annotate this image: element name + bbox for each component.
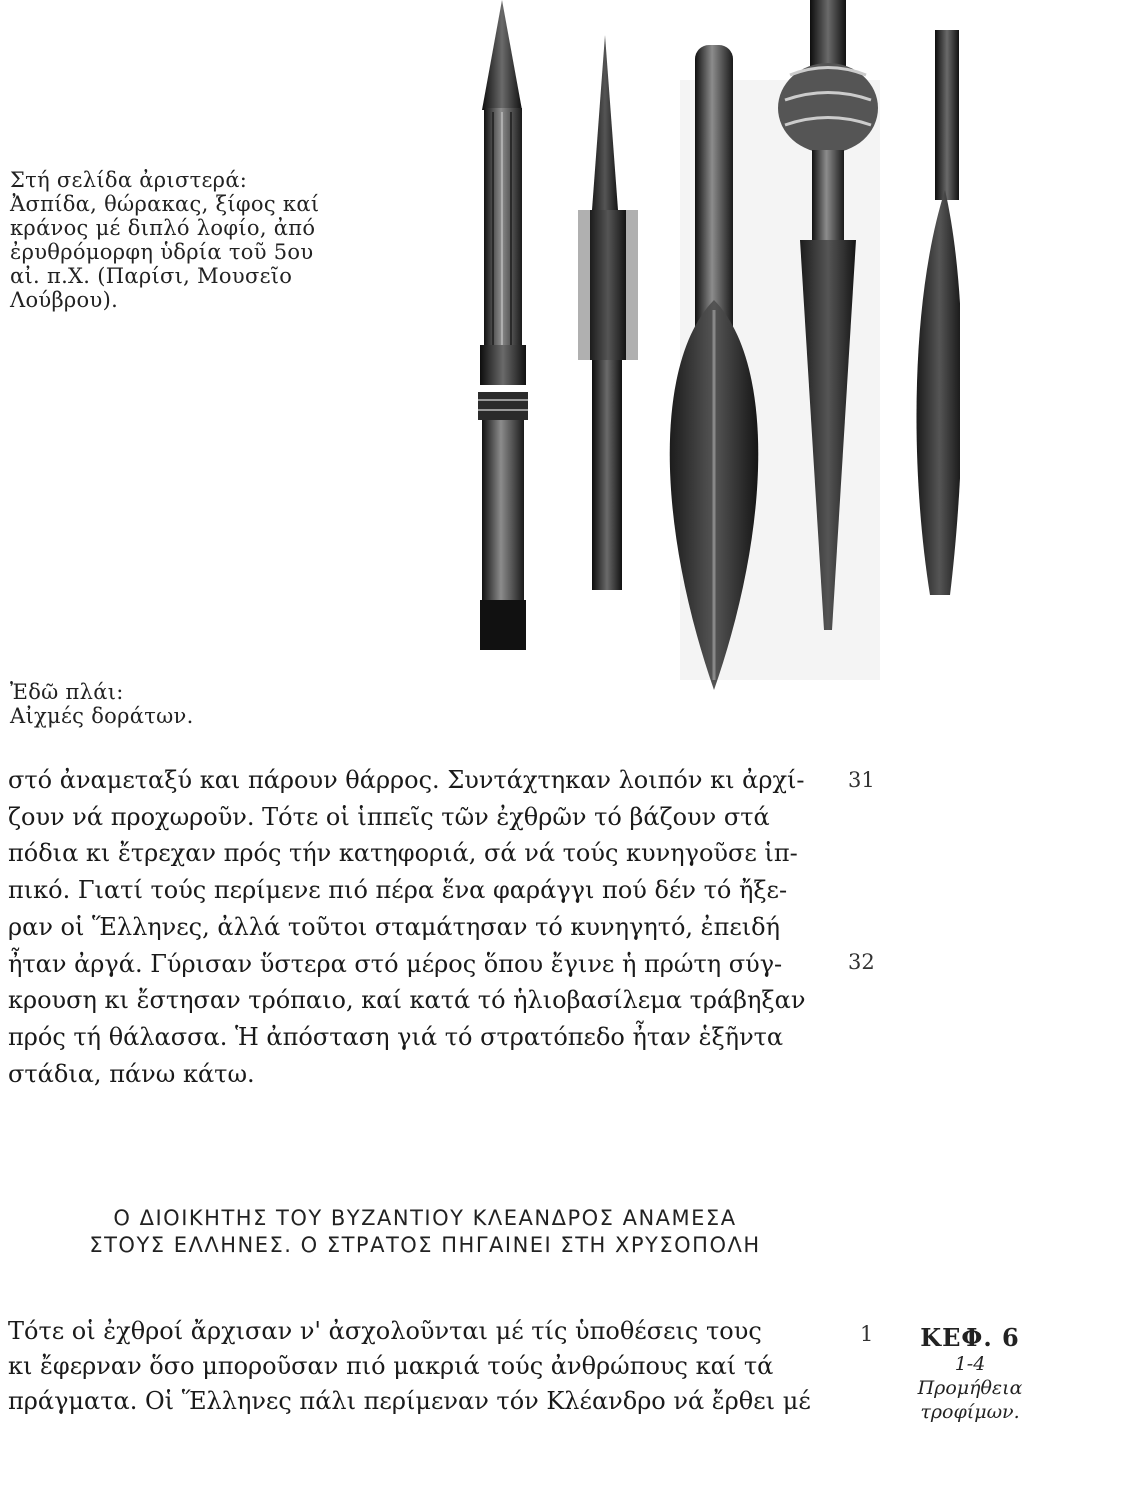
chapter-subtitle: τροφίμων. (920, 1401, 1020, 1423)
body-line: πικό. Γιατί τούς περίμενε πιό πέρα ἕνα φαράγγι πού δέν τό ἤξε- (8, 876, 788, 905)
body-line: ραν οἱ Ἕλληνες, ἀλλά τοῦτοι σταμάτησαν τό κυνηγητό, ἐπειδή (8, 912, 781, 941)
section-heading (25, 1205, 825, 1259)
body-paragraph-2 (8, 1314, 838, 1419)
body-paragraph (8, 762, 838, 1092)
caption-left-line: κράνος μέ διπλό λοφίο, ἀπό (10, 216, 316, 240)
body-line: στό ἀναμεταξύ και πάρουν θάρρος. Συντάχτηκαν λοιπόν κι ἀρχί- (8, 766, 805, 794)
caption-bottom-line: Ἐδῶ πλάι: (10, 680, 124, 704)
section-heading-line: Ο ΔΙΟΙΚΗΤΗΣ ΤΟΥ ΒΥΖΑΝΤΙΟΥ ΚΛΕΑΝΔΡΟΣ ΑΝΑΜΕΣΑ (113, 1206, 737, 1230)
section-heading-line: ΣΤΟΥΣ ΕΛΛΗΝΕΣ. Ο ΣΤΡΑΤΟΣ ΠΗΓΑΙΝΕΙ ΣΤΗ ΧΡΥΣΟΠΟΛΗ (89, 1233, 761, 1257)
body-line: κρουση κι ἔστησαν τρόπαιο, καί κατά τό ἡλιοβασίλεμα τράβηξαν (8, 986, 806, 1015)
chapter-title: ΚΕΦ. 6 (920, 1323, 1020, 1352)
spearhead-2 (578, 35, 638, 590)
body-line: πόδια κι ἔτρεχαν πρός τήν κατηφοριά, σά νά τούς κυνηγοῦσε ἱπ- (8, 839, 798, 868)
caption-bottom (10, 680, 330, 728)
caption-left-line: Ἀσπίδα, θώρακας, ξίφος καί (10, 192, 320, 216)
spearheads-photo (440, 0, 960, 695)
caption-left-line: Στή σελίδα ἀριστερά: (10, 168, 248, 192)
margin-number: 31 (848, 768, 875, 792)
chapter-note (880, 1323, 1060, 1424)
body2-line: Τότε οἱ ἐχθροί ἄρχισαν ν' ἀσχολοῦνται μέ τίς ὑποθέσεις τους (8, 1317, 762, 1345)
body-line: στάδια, πάνω κάτω. (8, 1059, 255, 1088)
body2-line: πράγματα. Οἱ Ἕλληνες πάλι περίμεναν τόν Κλέανδρο νά ἔρθει μέ (8, 1387, 811, 1415)
margin-number: 1 (860, 1322, 874, 1346)
caption-left-line: Λούβρου). (10, 288, 119, 312)
caption-left (10, 168, 370, 312)
margin-number: 32 (848, 950, 875, 974)
spearhead-1 (478, 0, 528, 650)
chapter-range: 1-4 (954, 1353, 986, 1375)
caption-left-line: ἐρυθρόμορφη ὑδρία τοῦ 5ου (10, 240, 314, 264)
caption-bottom-line: Αἰχμές δοράτων. (10, 704, 194, 728)
body-line: ἦταν ἀργά. Γύρισαν ὕστερα στό μέρος ὅπου ἔγινε ἡ πρώτη σύγ- (8, 949, 783, 978)
body-line: ζουν νά προχωροῦν. Τότε οἱ ἱππεῖς τῶν ἐχθρῶν τό βάζουν στά (8, 802, 770, 831)
body-line: πρός τή θάλασσα. Ἡ ἀπόσταση γιά τό στρατόπεδο ἦταν ἑξῆντα (8, 1022, 784, 1051)
caption-left-line: αἰ. π.Χ. (Παρίσι, Μουσεῖο (10, 264, 293, 288)
chapter-subtitle: Προμήθεια (917, 1377, 1023, 1399)
spearhead-5 (916, 30, 960, 595)
body2-line: κι ἔφερναν ὅσο μποροῦσαν πιό μακριά τούς ἀνθρώπους καί τά (8, 1352, 774, 1380)
